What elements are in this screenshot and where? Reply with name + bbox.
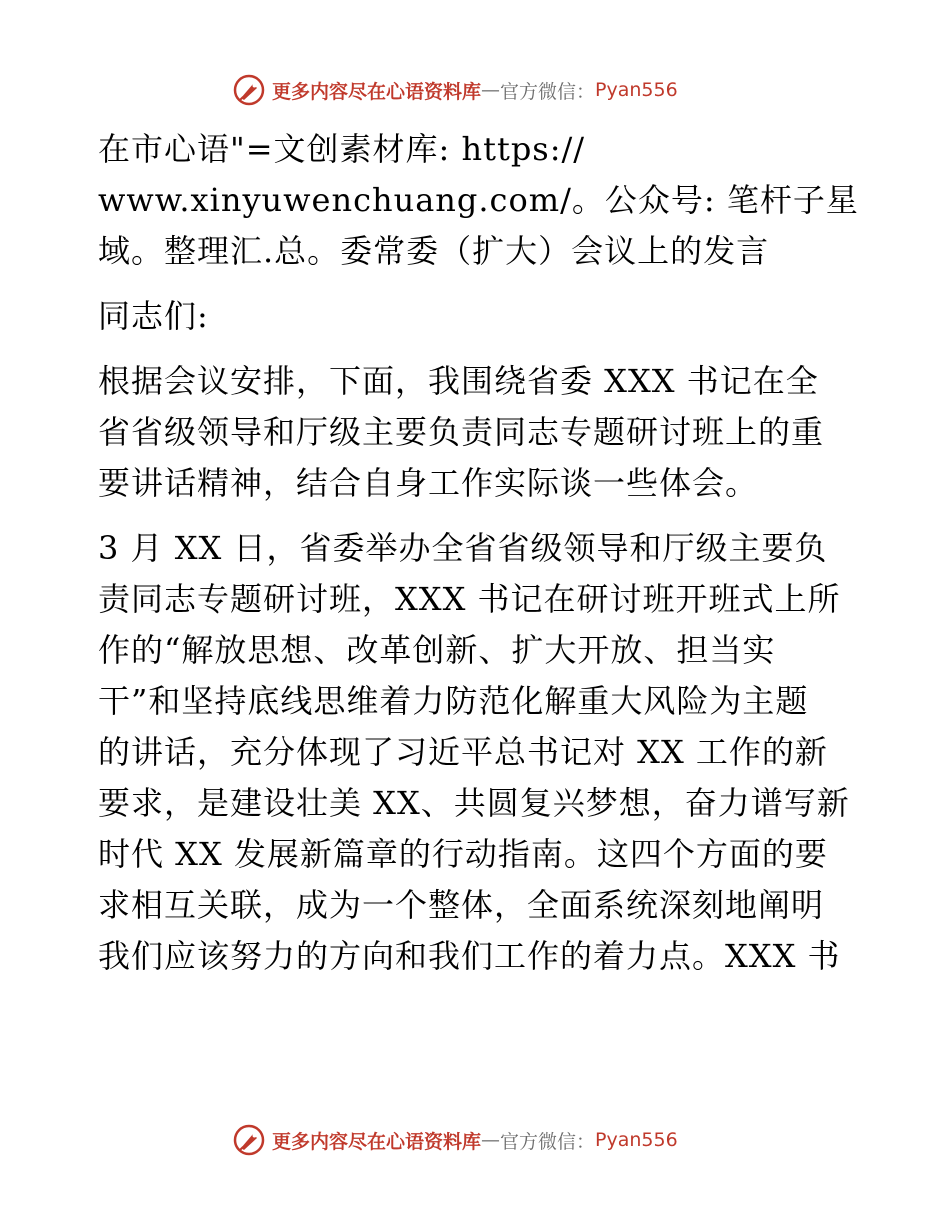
- text-line: 域。整理汇.总。委常委（扩大）会议上的发言: [98, 232, 770, 270]
- text-line: 我们应该努力的方向和我们工作的着力点。XXX 书: [98, 937, 841, 975]
- banner-wechat-id: Pyan556: [595, 79, 678, 101]
- text-line: 要讲话精神，结合自身工作实际谈一些体会。: [98, 464, 759, 502]
- text-line: 同志们:: [98, 297, 209, 335]
- text-line: www.xinyuwenchuang.com/。公众号: 笔杆子星: [98, 181, 859, 219]
- text-line: 3 月 XX 日，省委举办全省省级领导和厅级主要负: [98, 529, 828, 567]
- text-line: 责同志专题研讨班，XXX 书记在研讨班开班式上所: [98, 580, 841, 618]
- banner-wechat-label: 官方微信：: [500, 80, 596, 103]
- text-line: 作的“解放思想、改革创新、扩大开放、担当实: [98, 631, 776, 669]
- footer-banner: [232, 1122, 732, 1158]
- text-line: 求相互关联，成为一个整体，全面系统深刻地阐明: [98, 886, 825, 924]
- paragraph-intro: [98, 124, 863, 277]
- paragraph-salutation: [98, 291, 863, 342]
- banner-main-text: 更多内容尽在心语资料库: [272, 1130, 482, 1153]
- text-line: 的讲话，充分体现了习近平总书记对 XX 工作的新: [98, 733, 828, 771]
- pen-nib-circle-icon: [232, 1123, 266, 1157]
- banner-wechat-id: Pyan556: [595, 1129, 678, 1151]
- banner-wechat-label: 官方微信：: [500, 1130, 596, 1153]
- banner-main-text: 更多内容尽在心语资料库: [272, 80, 482, 103]
- text-line: 根据会议安排，下面，我围绕省委 XXX 书记在全: [98, 362, 819, 400]
- paragraph-main: [98, 523, 863, 982]
- text-line: 干”和坚持底线思维着力防范化解重大风险为主题: [98, 682, 809, 720]
- document-body: [98, 124, 863, 982]
- text-line: 省省级领导和厅级主要负责同志专题研讨班上的重: [98, 413, 825, 451]
- pen-nib-circle-icon: [232, 73, 266, 107]
- header-banner: [232, 72, 732, 108]
- banner-separator: —: [481, 1129, 501, 1151]
- banner-separator: —: [481, 79, 501, 101]
- text-line: 在市心语"=文创素材库: https://: [98, 130, 586, 168]
- paragraph-opening: [98, 356, 863, 509]
- text-line: 时代 XX 发展新篇章的行动指南。这四个方面的要: [98, 835, 828, 873]
- text-line: 要求，是建设壮美 XX、共圆复兴梦想，奋力谱写新: [98, 784, 850, 822]
